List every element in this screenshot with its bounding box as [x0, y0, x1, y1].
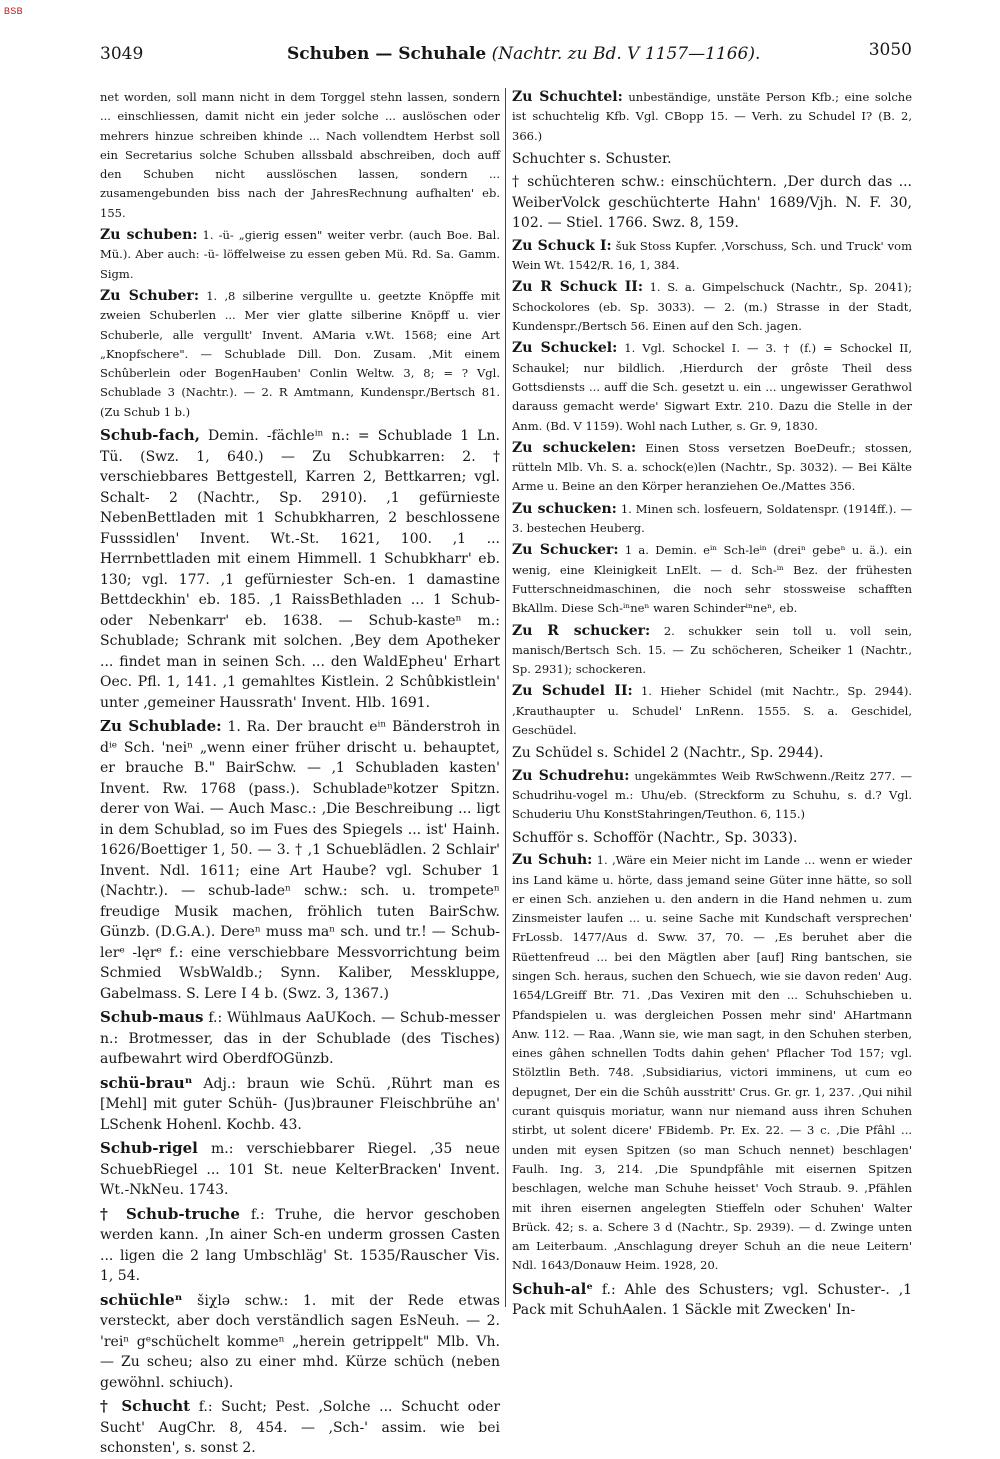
entry-headword: Schuh-alᵉ	[512, 1279, 593, 1298]
entry-headword: Zu R schucker:	[512, 622, 651, 639]
entry-schuck-2	[512, 278, 912, 336]
entry-text: 1. -ü- „gierig essen" weiter verbr. (auch Boe. Bal. Mü.). Aber auch: -ü- löffelweise zu essen geben Mü. Rd. Sa. Gamm. Sigm.	[100, 228, 500, 281]
entry-schubrigel	[100, 1138, 500, 1201]
entry-text: 1. Minen sch. losfeuern, Soldatenspr. (1914ff.). — 3. bestechen Heuberg.	[512, 501, 912, 536]
entry-text: unbeständige, unstäte Person Kfb.; eine solche ist schuchtelig Kfb. Vgl. CBopp 15. — Verh. zu Schudel I? (B. 2, 366.)	[512, 90, 913, 143]
entry-text: ungekämmtes Weib RwSchwenn./Reitz 277. — Schudrihu-vogel m.: Uhu/eb. (Streckform zu Schuhu, s. d.? Vgl. Schuderiu Uhu KonstStahringen/Teuthon. 6, 115.)	[512, 768, 912, 822]
entry-headword: Zu Schuber:	[100, 287, 200, 304]
entry-schuckelen	[512, 439, 912, 497]
entry-schucht	[100, 1396, 500, 1459]
entry-headword: Zu schucken:	[512, 500, 617, 517]
entry-text: f.: Ahle des Schusters; vgl. Schuster-. ‚1 Pack mit SchuhAalen. 1 Säckle mit Zwecken' In-	[512, 1281, 912, 1319]
entry-text: m.: verschiebbarer Riegel. ‚35 neue SchuebRiegel ... 101 St. neue KelterBracken' Invent. Wt.-NkNeu. 1743.	[100, 1141, 500, 1199]
entry-continuation: net worden, soll mann nicht in dem Torggel stehn lassen, sondern ... einschliessen, damit nicht ein jeder solche ... auslöschen oder mehrers hinzue schreiben khinde ... Nach vollendtem Herbst soll ein Secretarius solche Schuben allssbald abschreiben, doch auff den Schuben nicht ausslöschen lassen, sondern ... zusamengebunden biss nach der JahresRechnung aufhalten' eb. 155.	[100, 90, 500, 220]
entry-schuebraun	[100, 1073, 500, 1136]
running-title-main: Schuben — Schuhale	[287, 44, 487, 64]
left-column	[100, 88, 501, 1457]
entry-schuh	[512, 851, 912, 1276]
entry-text: 1. Hieher Schidel (mit Nachtr., Sp. 2944). ‚Krauthaupter u. Schudel' LnRenn. 1555. S. a. Geschidel, Geschüdel.	[512, 684, 912, 738]
entry-schuffoer	[512, 828, 912, 849]
entry-headword: Zu Schuck I:	[512, 237, 612, 254]
entry-headword: Schub-maus	[100, 1008, 204, 1027]
entry-headword: Zu Schuckel:	[512, 340, 618, 357]
entry-schuhale	[512, 1279, 912, 1321]
entry-headword: schüchleⁿ	[100, 1290, 183, 1309]
entry-schublade	[100, 716, 500, 1004]
entry-headword: Schub-rigel	[100, 1139, 198, 1158]
entry-text: f.: Truhe, die hervor geschoben werden kann. ‚In ainer Sch-en underm grossen Casten ... ligen die 2 lang Umbschläg' St. 1535/Rauscher Vis. 1, 54.	[100, 1206, 500, 1285]
entry-text: f.: Sucht; Pest. ‚Solche ... Schucht oder Sucht' AugChr. 8, 454. — ‚Sch-' assim. wie bei schonsten', s. sonst 2.	[100, 1399, 501, 1457]
entry-schuckel	[512, 339, 912, 435]
entry-schucker-noun	[512, 541, 912, 618]
entry-text: Zu Schüdel s. Schidel 2 (Nachtr., Sp. 2944).	[512, 745, 824, 762]
entry-headword: Schub-fach,	[100, 426, 200, 445]
entry-headword: Zu Schudel II:	[512, 683, 633, 700]
entry-headword: Zu Schuh:	[512, 852, 593, 869]
entry-text: 1. S. a. Gimpelschuck (Nachtr., Sp. 2041); Schockolores (eb. Sp. 3033). — 2. (m.) Strasse in der Stadt, Kundenspr./Bertsch 56. Einen auf den Sch. jagen.	[512, 280, 912, 334]
entry-schuber	[100, 287, 500, 422]
entry-text: šiχlə schw.: 1. mit der Rede etwas versteckt, aber doch verständlich sagen EsNeuh. — 2. 'reiⁿ gᵉschüchelt kommeⁿ „herein getrippelt" Mlb. Vh. — Zu scheu; also zu einer mhd. Kürze schüch (neben gewöhnl. schiuch).	[100, 1292, 500, 1391]
entry-text: Schuchter s. Schuster.	[512, 150, 672, 167]
entry-headword: Zu Schuchtel:	[512, 89, 623, 105]
entry-schucker-adj	[512, 622, 912, 680]
column-divider	[505, 88, 506, 1307]
entry-text: f.: Wühlmaus AaUKoch. — Schub-messer n.: Brotmesser, das in der Schublade (des Tisches) aufbewahrt wird OberdfOGünzb.	[100, 1010, 500, 1068]
library-stamp: BSB	[4, 6, 23, 16]
entry-text: 1. Vgl. Schockel I. — 3. † (f.) = Schockel II, Schaukel; nur bildlich. ‚Hierdurch der grôste Theil dess Gottsdiensts ... auff die Sch. gesetzt u. ein ... ungewisser Gerathwol darauss gemacht werde' Sigwart Extr. 210. Dazu die Stelle in der Anm. (Bd. V 1159). Wohl nach Luther, s. Gr. 9, 1830.	[512, 341, 912, 433]
entry-text: šuk Stoss Kupfer. ‚Vorschuss, Sch. und Truck' vom Wein Wt. 1542/R. 16, 1, 384.	[512, 238, 912, 273]
right-column	[512, 88, 912, 1317]
entry-text: Einen Stoss versetzen BoeDeufr.; stossen, rütteln Mlb. Vh. S. a. schock(e)len (Nachtr., Sp. 3032). — Bei Kälte Arme u. Beine an den Körper heranziehen Oe./Mattes 356.	[512, 440, 912, 494]
entry-schubfach	[100, 425, 500, 713]
entry-schuben	[100, 226, 500, 284]
page-number-right: 3050	[868, 40, 912, 60]
entry-schudrehu	[512, 767, 912, 825]
entry-text: 1 a. Demin. eⁱⁿ Sch-leⁱⁿ (dreiⁿ gebeⁿ u. ä.). ein wenig, eine Kleinigkeit LnElt. — d. Sch-ⁱⁿ Bez. der frühesten Futterschneidmaschinen, die noch sehr stossweise schafften BkAllm. Diese Sch-ⁱⁿneⁿ waren Schinderⁱⁿneⁿ, eb.	[512, 543, 912, 616]
running-title	[287, 44, 760, 64]
entry-headword: † Schucht	[100, 1397, 191, 1416]
entry-headword: schü-brauⁿ	[100, 1073, 193, 1092]
running-title-ref: (Nachtr. zu Bd. V 1157—1166).	[491, 44, 761, 64]
entry-text: 1. ‚Wäre ein Meier nicht im Lande ... wenn er wieder ins Land käme u. hörte, dass jemand seine Güter inne hätte, so soll er einen Sch. anziehen u. den andern in die Hand nehmen u. zum Zinsmeister laufen ... u. seine Sache mit Kundschaft versprechen' FrLossb. 1477/Aus d. Sww. 37, 70. — ‚Es beruhet aber die Rüettenfreud ... bei den Mägtlen aber [auf] Ring bantschen, sie singen Sch. heraus, suchen den Schuech, wie sie davon reden' Aug. 1654/LGreiff Btr. 71. ‚Das Vexiren mit den ... Schuhschieben u. Pfandspielen u. was dergleichen Possen mehr sind' AHartmann Anw. 112. — Raa. ‚Wann sie, wie man sagt, in den Schuhen sterben, eines gâhen schnellen Todts dahin gehen' Pflacher Tod 157; vgl. Stölztlin Beth. 748. ‚Subsidiarius, victori imminens, ut cum eo depugnet, Der ein die Schûh ausstritt' Crus. Gr. gr. 1, 237. ‚Qui nihil curant quisquis moriatur, wann nur niemand auss ihren Schuhen stirbt, ut solent dicere' FBidemb. Pr. Ex. 22. — 3 c. ‚Die Pfâhl ... unden mit eysen Spitzen (so man Schuch nennet) beschlagen' Faulh. Ing. 3, 214. ‚Die Spundpfâhle mit eisernen Spitzen beschlagen, welche man Schuhe heisset' Voch Straub. 9. ‚Pfählen mit ihren eisernen angelegten Stieffeln oder Schuhen' Walter Brück. 42; s. a. Schere 3 d (Nachtr., Sp. 2939). — d. Zwinge unten am Leiterbaum. ‚Anschlagung dreyer Schuh an die neue Leitern' Ndl. 1643/Donauw Heim. 1928, 20.	[512, 853, 912, 1273]
entry-text: Adj.: braun wie Schü. ‚Rührt man es [Mehl] mit guter Schüh- (Jus)brauner Fleischbrühe an' LSchenk Hohenl. Kochb. 43.	[100, 1075, 500, 1133]
entry-text: Demin. -fächleⁱⁿ n.: = Schublade 1 Ln. Tü. (Swz. 1, 640.) — Zu Schubkarren: 2. † verschiebbares Bettgestell, Karren 2, Bettkarren; vgl. Schalt- 2 (Nachtr., Sp. 2910). ‚1 gefürnieste NebenBettladen mit 1 Schubkharren, 2 beschlossene Fusssidlen' Invent. Wt.-St. 1621, 100. ‚1 ... Herrnbettladen mit einem Himmell. 1 Schubkharr' eb. 130; vgl. 177. ‚1 gefürniester Sch-en. 1 damastine Bettdeckhin' eb. 185. ‚1 RaissBethladen ... 1 Schub- oder Nebenkarr' eb. 1638. — Schub-kasteⁿ m.: Schublade; Schrank mit solchen. ‚Bey dem Apotheker ... findet man in seinen Sch. ... den WaldEpheu' Erhart Oec. Pfl. 1, 141. ‚1 gemahltes Kistlein. 2 Schûbkistlein' unter ‚gemeiner Haussrath' Invent. Hlb. 1691.	[100, 428, 501, 711]
entry-schuedel	[512, 743, 912, 764]
entry-text: † schüchteren schw.: einschüchtern. ‚Der durch das ... WeiberVolck geschüchterte Hahn' 1689/Vjh. N. F. 30, 102. — Stiel. 1766. Swz. 8, 159.	[512, 174, 912, 232]
entry-text: 2. schukker sein toll u. voll sein, manisch/Bertsch Sch. 15. — Zu schöcheren, Scheiker 1 (Nachtr., Sp. 2931); schockeren.	[512, 623, 912, 677]
entry-headword: Zu Schublade:	[100, 717, 222, 736]
page-number-left: 3049	[100, 44, 144, 64]
entry-headword: Zu Schucker:	[512, 542, 619, 559]
entry-schuechlen	[100, 1290, 500, 1394]
entry-schubmaus	[100, 1007, 500, 1070]
page-header	[100, 40, 912, 76]
entry-text: 1. Ra. Der braucht eⁱⁿ Bänderstroh in dⁱᵉ Sch. 'neiⁿ „wenn einer früher drischt u. behauptet, er brauche B." BairSchw. — ‚1 Schubladen kasten' Invent. Rw. 1768 (pass.). Schubladeⁿkotzer Spitzn. derer von Wai. — Auch Masc.: ‚Die Beschreibung ... ligt in dem Schublad, so im Fues des Spiegels ... ist' Hainh. 1626/Boettiger 1, 50. — 3. † ‚1 Schueblädlen. 2 Schlair' Invent. Ndl. 1611; eine Art Haube? vgl. Schuber 1 (Nachtr.). — schub-ladeⁿ schw.: sch. u. trompeteⁿ freudige Musik machen, fröhlich tuten BairSchw. Günzb. (D.G.A.). Dereⁿ muss maⁿ sch. und tr.! — Schub-lerᵉ -lęrᵉ f.: eine verschiebbare Messvorrichtung beim Schmied WsbWaldb.; Synn. Kaliber, Messkluppe, Gabelmass. S. Lere I 4 b. (Swz. 3, 1367.)	[100, 719, 500, 1002]
entry-schuck-1	[512, 237, 912, 276]
entry-headword: Zu R Schuck II:	[512, 279, 643, 296]
entry-schuchter	[512, 149, 912, 170]
entry-headword: Zu schuckelen:	[512, 439, 637, 456]
entry-text: 1. ‚8 silberine vergullte u. geetzte Knöpffe mit zweien Schuberlen ... Mer vier glatte silberine Knöpff u. vier Schuberle, alle vergullt' Invent. AMaria v.Wt. 1568; eine Art „Knopfschere". — Schublade Dill. Don. Zusam. ‚Mit einem Schûberlein oder BogenHauben' Conlin Weltw. 3, 8; = ? Vgl. Schublade 3 (Nachtr.). — 2. R Amtmann, Kundenspr./Bertsch 81. (Zu Schub 1 b.)	[100, 288, 501, 419]
entry-schuchtel	[512, 88, 912, 146]
entry-schudel-2	[512, 682, 912, 740]
entry-text: Schufför s. Schofför (Nachtr., Sp. 3033).	[512, 829, 798, 846]
entry-schuechteren	[512, 172, 912, 234]
entry-headword: Zu schuben:	[100, 227, 198, 244]
entry-headword: Zu Schudrehu:	[512, 767, 630, 784]
entry-schubtruche	[100, 1204, 500, 1287]
entry-headword: † Schub-truche	[100, 1204, 240, 1223]
entry-schucken	[512, 500, 912, 539]
